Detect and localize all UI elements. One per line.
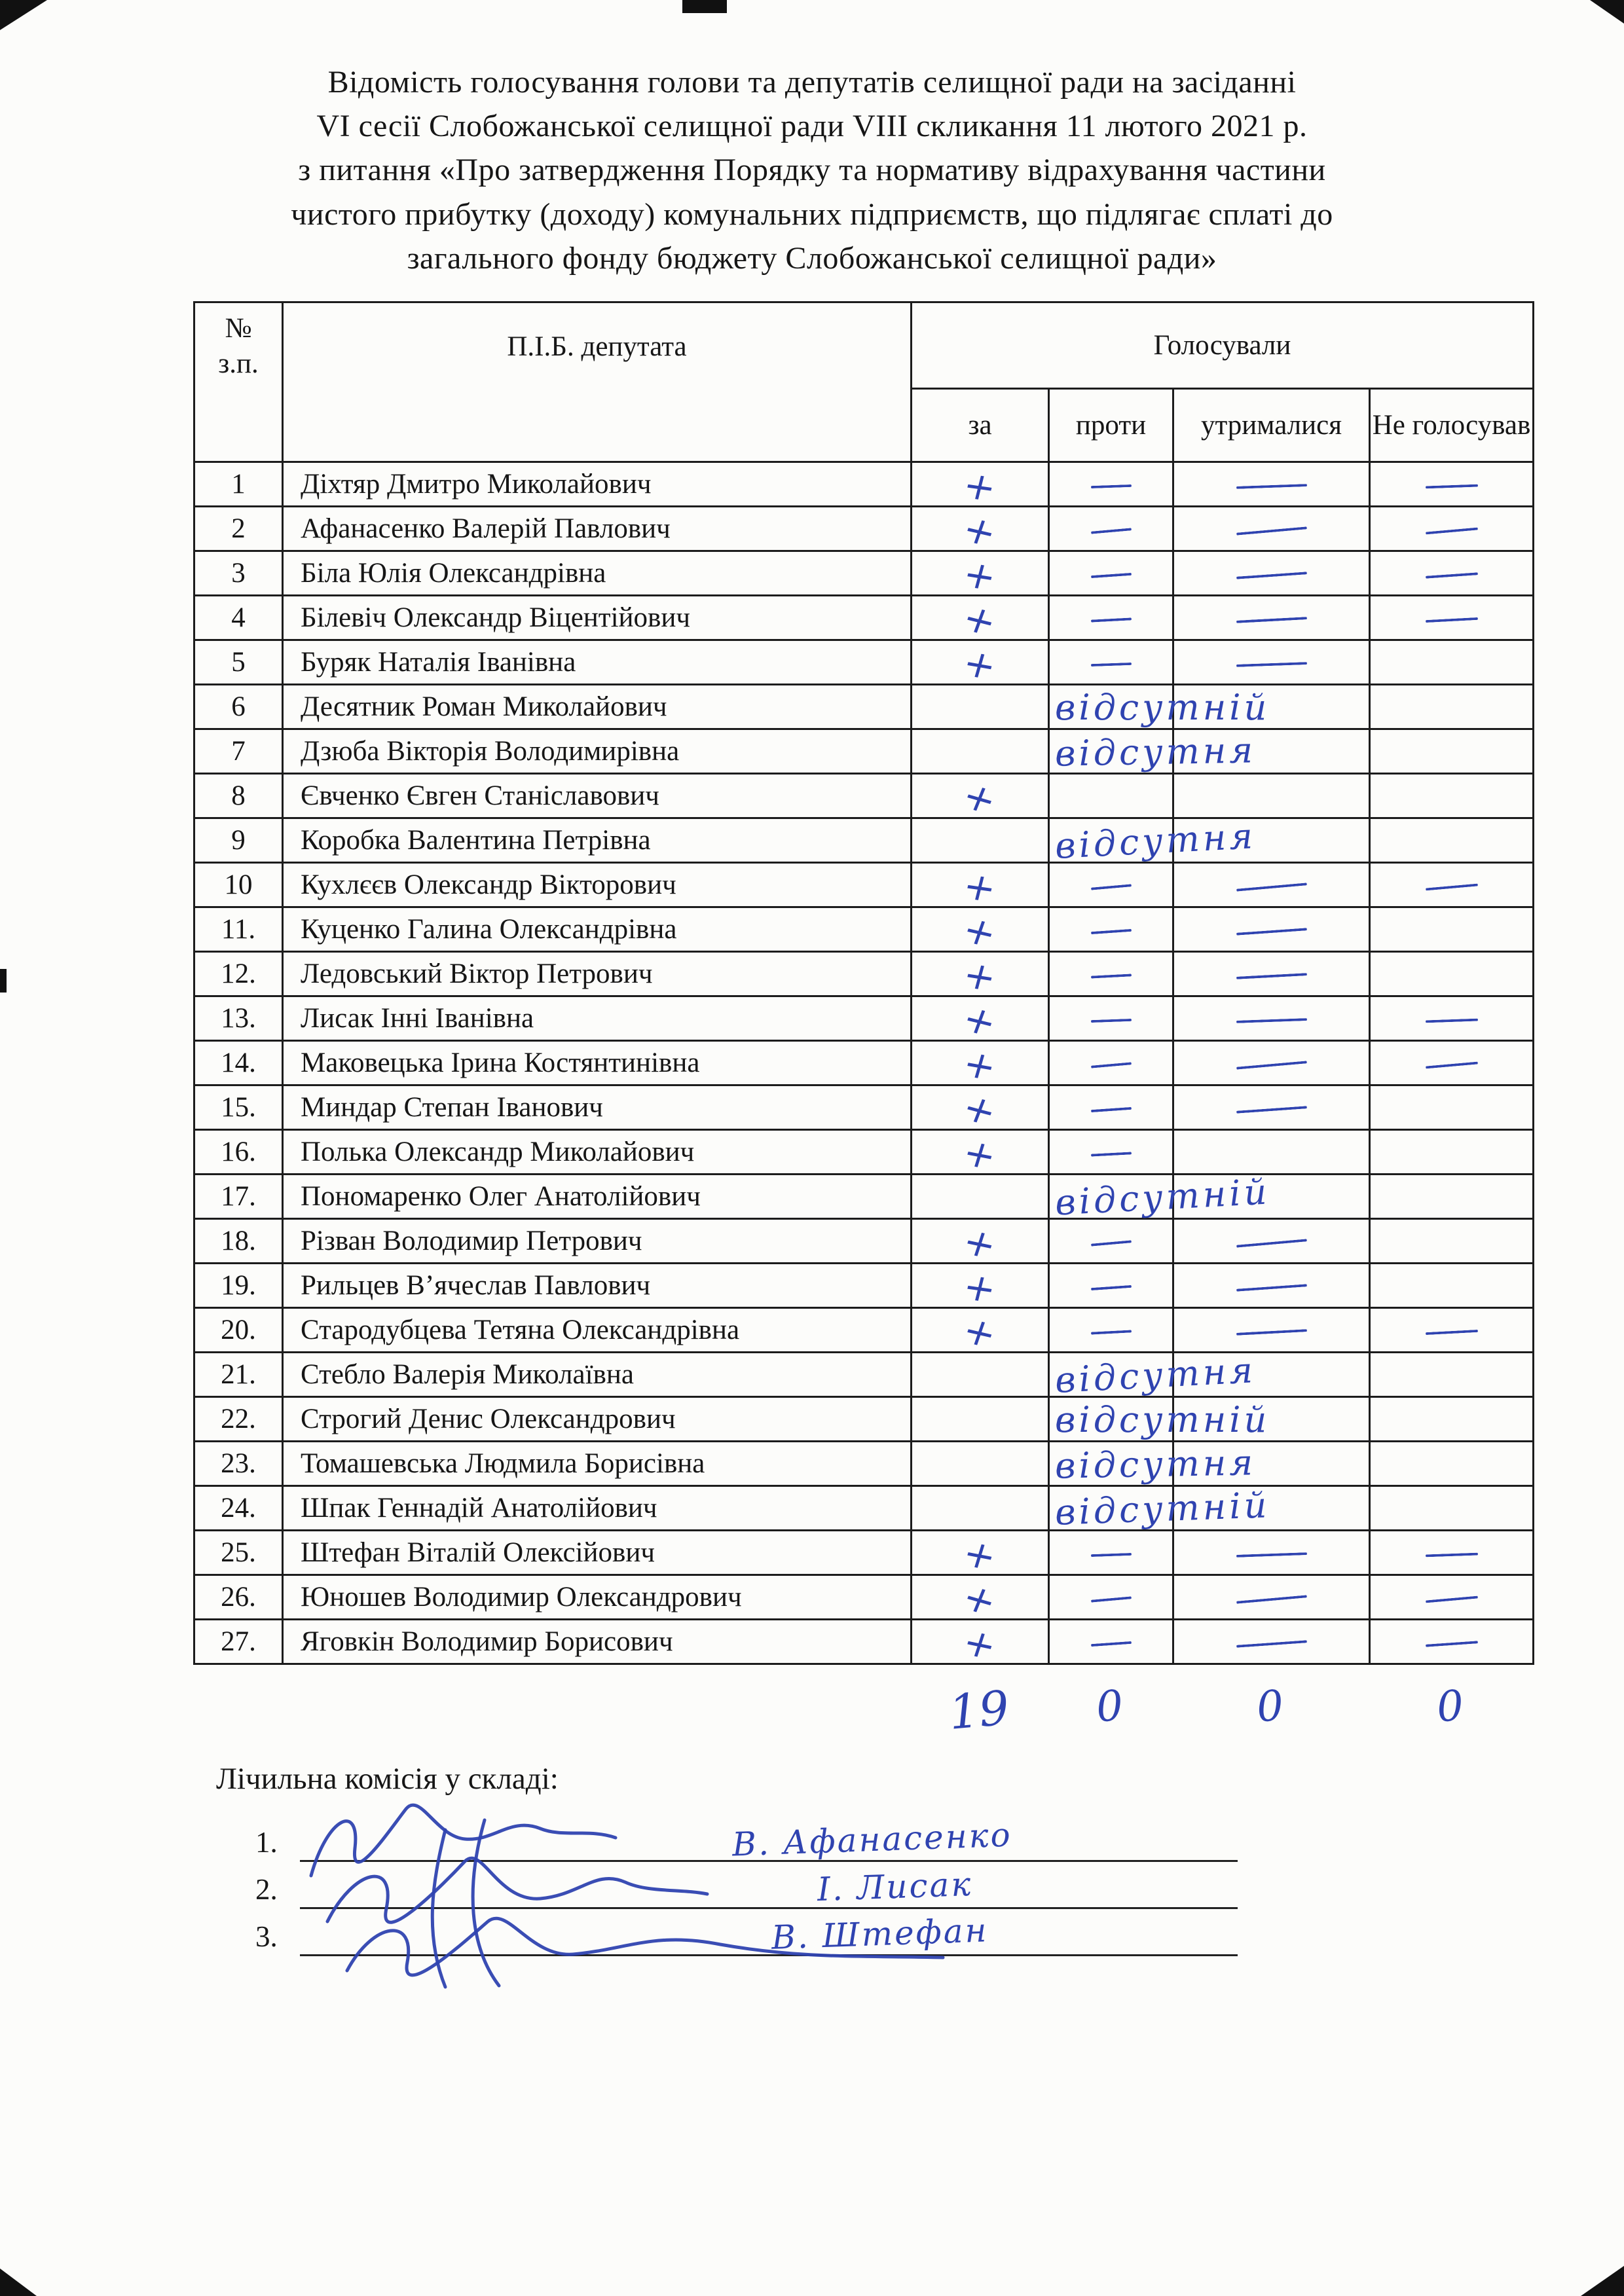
vote-cell-proty — [1049, 1575, 1173, 1620]
vote-cell-proty — [1049, 1308, 1173, 1353]
table-row — [194, 1397, 1534, 1442]
row-number: 11. — [194, 907, 283, 952]
row-number: 6 — [194, 685, 283, 729]
handwritten-signature-name: В. Штефан — [771, 1911, 989, 1957]
row-number: 19. — [194, 1264, 283, 1308]
header-number — [194, 302, 283, 462]
vote-cell-za — [912, 1218, 1049, 1268]
handwritten-dash-mark — [1236, 1595, 1307, 1603]
handwritten-dash-mark — [1236, 1552, 1306, 1558]
vote-cell-utrym — [1173, 1085, 1370, 1130]
handwritten-dash-mark — [1090, 618, 1131, 623]
deputy-name: Шпак Геннадій Анатолійович — [283, 1486, 912, 1531]
deputy-name: Штефан Віталій Олексійович — [283, 1531, 912, 1575]
handwritten-dash-mark — [1090, 1240, 1131, 1246]
row-number: 13. — [194, 996, 283, 1041]
handwritten-absent-mark: відсутній — [1055, 687, 1270, 728]
header-vote-for: за — [912, 389, 1049, 462]
vote-cell-utrym — [1173, 1130, 1370, 1175]
total-abstained: 0 — [1255, 1681, 1286, 1732]
handwritten-dash-mark — [1425, 617, 1477, 623]
handwritten-dash-mark — [1236, 973, 1306, 979]
deputy-name: Коробка Валентина Петрівна — [283, 818, 912, 863]
handwritten-dash-mark — [1236, 1239, 1307, 1247]
signature-line — [300, 1862, 1238, 1909]
vote-cell-proty — [1049, 774, 1173, 818]
vote-cell-za — [912, 685, 1049, 729]
deputy-name: Рильцев В’ячеслав Павлович — [283, 1264, 912, 1308]
handwritten-plus-mark: + — [957, 1129, 1003, 1178]
vote-cell-ne — [1370, 685, 1534, 729]
handwritten-dash-mark — [1425, 528, 1477, 535]
vote-cell-ne — [1370, 1353, 1534, 1397]
table-row — [194, 1041, 1534, 1085]
table-row — [194, 462, 1534, 507]
vote-cell-ne — [1370, 1575, 1534, 1620]
vote-cell-ne — [1370, 1130, 1534, 1175]
signature-line — [300, 1909, 1238, 1956]
vote-cell-proty — [1049, 1264, 1173, 1308]
vote-cell-za — [912, 640, 1049, 689]
vote-cell-za — [912, 1442, 1049, 1486]
handwritten-totals-row — [910, 1680, 1532, 1740]
deputy-name: Білевіч Олександр Віцентійович — [283, 596, 912, 640]
scan-artifact — [1590, 0, 1624, 24]
row-number: 8 — [194, 774, 283, 818]
deputy-name: Афанасенко Валерій Павлович — [283, 507, 912, 551]
handwritten-dash-mark — [1090, 1596, 1131, 1602]
vote-cell-za — [912, 1618, 1049, 1669]
handwritten-absent-mark: відсутня — [1054, 815, 1257, 867]
vote-cell-proty — [1049, 1620, 1173, 1664]
title-line: з питання «Про затвердження Порядку та нормативу відрахування частини — [298, 153, 1326, 188]
table-row — [194, 952, 1534, 996]
handwritten-dash-mark — [1090, 1107, 1131, 1112]
committee-item-number: 1. — [255, 1826, 278, 1859]
vote-cell-proty — [1049, 596, 1173, 640]
handwritten-dash-mark — [1425, 1019, 1477, 1023]
header-row-main — [194, 302, 1534, 389]
vote-cell-proty — [1049, 996, 1173, 1041]
vote-cell-ne — [1370, 596, 1534, 640]
row-number: 3 — [194, 551, 283, 596]
row-number: 10 — [194, 863, 283, 907]
deputy-name: Куценко Галина Олександрівна — [283, 907, 912, 952]
scan-artifact — [0, 0, 47, 30]
committee-item-number: 3. — [255, 1920, 278, 1953]
handwritten-plus-mark: + — [959, 1263, 1001, 1312]
header-number-line2: з.п. — [218, 348, 259, 379]
vote-cell-za — [912, 1307, 1049, 1357]
title-line: загального фонду бюджету Слобожанської селищної ради» — [407, 240, 1217, 276]
deputy-name: Дзюба Вікторія Володимирівна — [283, 729, 912, 774]
vote-cell-ne — [1370, 551, 1534, 596]
vote-cell-utrym — [1173, 1219, 1370, 1264]
table-row — [194, 1085, 1534, 1130]
handwritten-plus-mark: + — [958, 1040, 1002, 1089]
table-row — [194, 1175, 1534, 1219]
deputy-name: Діхтяр Дмитро Миколайович — [283, 462, 912, 507]
handwritten-dash-mark — [1090, 929, 1131, 934]
committee-item — [255, 1815, 1238, 1862]
committee-items — [255, 1815, 1238, 1956]
vote-cell-proty — [1049, 907, 1173, 952]
row-number: 2 — [194, 507, 283, 551]
vote-cell-za — [912, 1175, 1049, 1219]
table-row — [194, 551, 1534, 596]
deputy-name: Ледовський Віктор Петрович — [283, 952, 912, 996]
handwritten-dash-mark — [1090, 1553, 1131, 1557]
vote-cell-proty — [1049, 1130, 1173, 1175]
table-row — [194, 1620, 1534, 1664]
vote-cell-za — [912, 1084, 1049, 1135]
vote-cell-za — [912, 1263, 1049, 1312]
handwritten-dash-mark — [1236, 1018, 1306, 1023]
vote-cell-za — [912, 551, 1049, 600]
vote-cell-proty — [1049, 1085, 1173, 1130]
counting-committee-section — [216, 1761, 1238, 1956]
vote-cell-proty — [1049, 1397, 1270, 1442]
deputy-name: Миндар Степан Іванович — [283, 1085, 912, 1130]
vote-cell-proty — [1049, 1484, 1271, 1533]
handwritten-dash-mark — [1425, 1553, 1477, 1558]
handwritten-plus-mark: + — [956, 1574, 1004, 1624]
vote-cell-proty — [1049, 685, 1270, 729]
vote-cell-utrym — [1173, 863, 1370, 907]
vote-cell-za — [912, 729, 1049, 774]
header-vote-abstained: утрималися — [1173, 389, 1370, 462]
vote-cell-za — [912, 995, 1049, 1046]
row-number: 25. — [194, 1531, 283, 1575]
handwritten-dash-mark — [1090, 974, 1131, 979]
handwritten-dash-mark — [1090, 663, 1131, 666]
table-row — [194, 685, 1534, 729]
row-number: 27. — [194, 1620, 283, 1664]
vote-cell-utrym — [1173, 640, 1370, 685]
table-row — [194, 774, 1534, 818]
voting-table-header — [194, 302, 1534, 462]
row-number: 24. — [194, 1486, 283, 1531]
table-row — [194, 1219, 1534, 1264]
deputy-name: Десятник Роман Миколайович — [283, 685, 912, 729]
handwritten-dash-mark — [1090, 1062, 1131, 1068]
vote-cell-ne — [1370, 1397, 1534, 1442]
header-number-line1: № — [225, 313, 252, 344]
vote-cell-utrym — [1173, 551, 1370, 596]
voting-table-body — [194, 462, 1534, 1669]
row-number: 14. — [194, 1041, 283, 1085]
handwritten-dash-mark — [1090, 1285, 1131, 1290]
handwritten-dash-mark — [1425, 1330, 1477, 1335]
scan-artifact — [682, 0, 727, 13]
vote-cell-za — [912, 862, 1049, 911]
committee-item — [255, 1909, 1238, 1956]
vote-cell-za — [912, 951, 1049, 1000]
vote-cell-proty — [1049, 507, 1173, 551]
handwritten-plus-mark: + — [957, 995, 1003, 1046]
handwritten-absent-mark: відсутня — [1054, 1442, 1257, 1487]
handwritten-dash-mark — [1236, 1061, 1307, 1069]
handwritten-plus-mark: + — [957, 1530, 1003, 1579]
handwritten-absent-mark: відсутній — [1054, 1171, 1271, 1224]
handwritten-dash-mark — [1236, 1640, 1306, 1648]
vote-cell-za — [912, 1129, 1049, 1178]
table-row — [194, 1264, 1534, 1308]
row-number: 17. — [194, 1175, 283, 1219]
vote-cell-ne — [1370, 774, 1534, 818]
handwritten-dash-mark — [1236, 662, 1306, 667]
vote-cell-za — [912, 1486, 1049, 1531]
table-row — [194, 1442, 1534, 1486]
table-row — [194, 1486, 1534, 1531]
vote-cell-ne — [1370, 1175, 1534, 1219]
handwritten-plus-mark: + — [958, 551, 1002, 600]
vote-cell-proty — [1049, 952, 1173, 996]
vote-cell-utrym — [1173, 996, 1370, 1041]
vote-cell-ne — [1370, 1308, 1534, 1353]
handwritten-plus-mark: + — [957, 594, 1003, 645]
table-row — [194, 1308, 1534, 1353]
deputy-name: Полька Олександр Миколайович — [283, 1130, 912, 1175]
table-row — [194, 818, 1534, 863]
vote-cell-ne — [1370, 1486, 1534, 1531]
signature-line — [300, 1815, 1238, 1862]
header-vote-not-voted: Не голосував — [1370, 389, 1534, 462]
vote-cell-utrym — [1173, 507, 1370, 551]
table-row — [194, 640, 1534, 685]
vote-cell-proty — [1049, 1442, 1257, 1487]
deputy-name: Буряк Наталія Іванівна — [283, 640, 912, 685]
handwritten-dash-mark — [1236, 526, 1307, 535]
vote-cell-ne — [1370, 952, 1534, 996]
handwritten-absent-mark: відсутня — [1054, 729, 1257, 774]
vote-cell-ne — [1370, 1085, 1534, 1130]
total-not-voted: 0 — [1435, 1681, 1466, 1732]
title-line: Відомість голосування голови та депутатів селищної ради на засіданні — [327, 65, 1297, 100]
title-line: чистого прибутку (доходу) комунальних підприємств, що підлягає сплаті до — [291, 196, 1333, 232]
table-row — [194, 1130, 1534, 1175]
handwritten-plus-mark: + — [957, 1618, 1003, 1669]
handwritten-dash-mark — [1236, 883, 1307, 891]
vote-cell-proty — [1049, 729, 1257, 774]
deputy-name: Євченко Євген Станіславович — [283, 774, 912, 818]
deputy-name: Стародубцева Тетяна Олександрівна — [283, 1308, 912, 1353]
vote-cell-utrym — [1173, 952, 1370, 996]
row-number: 7 — [194, 729, 283, 774]
vote-cell-proty — [1049, 1171, 1271, 1224]
handwritten-absent-mark: відсутній — [1054, 1484, 1271, 1533]
handwritten-dash-mark — [1425, 484, 1477, 489]
vote-cell-za — [912, 1574, 1049, 1624]
vote-cell-utrym — [1173, 774, 1370, 818]
handwritten-dash-mark — [1090, 484, 1131, 488]
vote-cell-proty — [1049, 1041, 1173, 1085]
table-row — [194, 1575, 1534, 1620]
deputy-name: Томашевська Людмила Борисівна — [283, 1442, 912, 1486]
header-vote-against: проти — [1049, 389, 1173, 462]
deputy-name: Пономаренко Олег Анатолійович — [283, 1175, 912, 1219]
handwritten-dash-mark — [1090, 1330, 1131, 1335]
row-number: 22. — [194, 1397, 283, 1442]
handwritten-plus-mark: + — [959, 462, 1001, 511]
vote-cell-ne — [1370, 507, 1534, 551]
vote-cell-proty — [1049, 462, 1173, 507]
handwritten-dash-mark — [1425, 1641, 1477, 1647]
scan-artifact — [1581, 2266, 1624, 2296]
row-number: 21. — [194, 1353, 283, 1397]
vote-cell-ne — [1370, 1620, 1534, 1664]
vote-cell-ne — [1370, 1219, 1534, 1264]
vote-cell-za — [912, 1353, 1049, 1397]
handwritten-dash-mark — [1236, 1284, 1306, 1292]
scan-artifact — [0, 969, 7, 993]
handwritten-dash-mark — [1425, 1596, 1477, 1603]
handwritten-dash-mark — [1425, 572, 1477, 579]
row-number: 18. — [194, 1219, 283, 1264]
committee-item-number: 2. — [255, 1873, 278, 1906]
row-number: 5 — [194, 640, 283, 685]
row-number: 1 — [194, 462, 283, 507]
handwritten-dash-mark — [1090, 573, 1131, 578]
row-number: 16. — [194, 1130, 283, 1175]
vote-cell-za — [912, 462, 1049, 511]
handwritten-absent-mark: відсутня — [1054, 1349, 1257, 1401]
vote-cell-ne — [1370, 729, 1534, 774]
vote-cell-za — [912, 773, 1049, 823]
handwritten-dash-mark — [1236, 572, 1306, 579]
vote-cell-ne — [1370, 640, 1534, 685]
vote-cell-utrym — [1173, 1264, 1370, 1308]
vote-cell-proty — [1049, 863, 1173, 907]
handwritten-plus-mark: + — [958, 951, 1002, 1000]
voting-table — [193, 301, 1534, 1669]
handwritten-dash-mark — [1090, 1152, 1131, 1157]
vote-cell-za — [912, 594, 1049, 645]
handwritten-plus-mark: + — [959, 862, 1001, 911]
handwritten-plus-mark: + — [957, 906, 1003, 957]
deputy-name: Юношев Володимир Олександрович — [283, 1575, 912, 1620]
deputy-name: Різван Володимир Петрович — [283, 1219, 912, 1264]
table-row — [194, 907, 1534, 952]
table-row — [194, 1353, 1534, 1397]
vote-cell-ne — [1370, 1041, 1534, 1085]
vote-cell-utrym — [1173, 1620, 1370, 1664]
vote-cell-proty — [1049, 815, 1257, 867]
table-row — [194, 1531, 1534, 1575]
vote-cell-utrym — [1173, 1041, 1370, 1085]
vote-cell-utrym — [1173, 596, 1370, 640]
handwritten-dash-mark — [1236, 1106, 1306, 1114]
handwritten-signature-name: І. Лисак — [817, 1865, 974, 1909]
handwritten-signature-name: В. Афанасенко — [731, 1815, 1013, 1864]
scan-artifact — [0, 2269, 37, 2296]
handwritten-plus-mark: + — [957, 505, 1003, 556]
vote-cell-ne — [1370, 863, 1534, 907]
vote-cell-za — [912, 906, 1049, 957]
deputy-name: Яговкін Володимир Борисович — [283, 1620, 912, 1664]
vote-cell-proty — [1049, 551, 1173, 596]
vote-cell-proty — [1049, 640, 1173, 685]
vote-cell-utrym — [1173, 907, 1370, 952]
deputy-name: Маковецька Ірина Костянтинівна — [283, 1041, 912, 1085]
deputy-name: Лисак Інні Іванівна — [283, 996, 912, 1041]
vote-cell-za — [912, 818, 1049, 863]
vote-cell-proty — [1049, 1349, 1257, 1401]
vote-cell-za — [912, 1397, 1049, 1442]
table-row — [194, 596, 1534, 640]
handwritten-dash-mark — [1090, 1641, 1131, 1647]
vote-cell-proty — [1049, 1531, 1173, 1575]
row-number: 26. — [194, 1575, 283, 1620]
row-number: 20. — [194, 1308, 283, 1353]
table-row — [194, 863, 1534, 907]
handwritten-plus-mark: + — [956, 1084, 1004, 1135]
deputy-name: Кухлєєв Олександр Вікторович — [283, 863, 912, 907]
vote-cell-ne — [1370, 1264, 1534, 1308]
handwritten-dash-mark — [1236, 617, 1306, 623]
handwritten-dash-mark — [1425, 884, 1477, 891]
handwritten-dash-mark — [1236, 928, 1306, 936]
header-votes: Голосували — [912, 302, 1534, 389]
row-number: 4 — [194, 596, 283, 640]
handwritten-dash-mark — [1425, 1062, 1477, 1069]
deputy-name: Біла Юлія Олександрівна — [283, 551, 912, 596]
handwritten-plus-mark: + — [956, 773, 1004, 823]
title-line: VI сесії Слобожанської селищної ради VIII скликання 11 лютого 2021 р. — [316, 109, 1308, 144]
vote-cell-ne — [1370, 996, 1534, 1041]
handwritten-dash-mark — [1090, 528, 1131, 534]
row-number: 15. — [194, 1085, 283, 1130]
vote-cell-utrym — [1173, 1308, 1370, 1353]
vote-cell-ne — [1370, 462, 1534, 507]
vote-cell-za — [912, 1040, 1049, 1089]
handwritten-dash-mark — [1090, 1019, 1131, 1023]
handwritten-dash-mark — [1236, 1329, 1306, 1336]
vote-cell-za — [912, 505, 1049, 556]
handwritten-plus-mark: + — [957, 1218, 1003, 1268]
handwritten-dash-mark — [1236, 484, 1306, 489]
row-number: 12. — [194, 952, 283, 996]
total-for: 19 — [946, 1680, 1012, 1740]
document-title — [164, 60, 1460, 280]
table-row — [194, 729, 1534, 774]
vote-cell-utrym — [1173, 462, 1370, 507]
table-row — [194, 996, 1534, 1041]
handwritten-dash-mark — [1090, 884, 1131, 890]
vote-cell-ne — [1370, 1531, 1534, 1575]
vote-cell-ne — [1370, 907, 1534, 952]
committee-item — [255, 1862, 1238, 1909]
table-row — [194, 507, 1534, 551]
header-deputy-name: П.І.Б. депутата — [283, 302, 912, 462]
handwritten-plus-mark: + — [957, 1307, 1003, 1357]
deputy-name: Строгий Денис Олександрович — [283, 1397, 912, 1442]
row-number: 9 — [194, 818, 283, 863]
row-number: 23. — [194, 1442, 283, 1486]
vote-cell-ne — [1370, 1442, 1534, 1486]
vote-cell-proty — [1049, 1219, 1173, 1264]
vote-cell-za — [912, 1530, 1049, 1579]
handwritten-plus-mark: + — [958, 640, 1002, 689]
committee-label: Лічильна комісія у складі: — [216, 1762, 559, 1796]
deputy-name: Стебло Валерія Миколаївна — [283, 1353, 912, 1397]
vote-cell-ne — [1370, 818, 1534, 863]
handwritten-absent-mark: відсутній — [1055, 1399, 1270, 1440]
total-against: 0 — [1094, 1681, 1126, 1732]
vote-cell-utrym — [1173, 1531, 1370, 1575]
vote-cell-utrym — [1173, 1575, 1370, 1620]
